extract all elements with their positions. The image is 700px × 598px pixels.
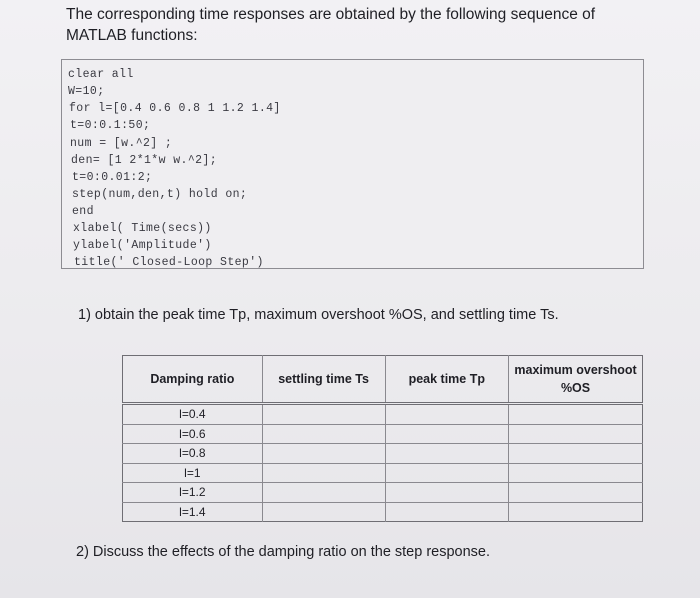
code-line: den= [1 2*1*w w.^2]; xyxy=(71,154,218,167)
peak-time-cell[interactable] xyxy=(385,444,509,464)
table-row xyxy=(123,404,643,425)
header-settling-time: settling time Ts xyxy=(262,356,385,404)
table-row xyxy=(123,463,643,483)
damping-value: l=1.2 xyxy=(123,483,263,503)
intro-text: The corresponding time responses are obtained by the following sequence of MATLAB functions: xyxy=(66,6,596,44)
overshoot-cell[interactable] xyxy=(509,424,643,444)
damping-value: l=0.4 xyxy=(123,404,263,425)
code-line: t=0:0.01:2; xyxy=(72,171,153,184)
code-line: t=0:0.1:50; xyxy=(70,119,151,132)
overshoot-cell[interactable] xyxy=(509,502,643,522)
damping-value: l=0.8 xyxy=(123,444,263,464)
code-line: clear all xyxy=(68,68,134,81)
table-row xyxy=(123,424,643,444)
settling-time-cell[interactable] xyxy=(262,444,385,464)
header-peak-time: peak time Tp xyxy=(385,356,509,404)
overshoot-cell[interactable] xyxy=(509,483,643,503)
overshoot-cell[interactable] xyxy=(509,444,643,464)
peak-time-cell[interactable] xyxy=(385,404,509,425)
header-damping-ratio: Damping ratio xyxy=(123,356,263,404)
settling-time-cell[interactable] xyxy=(262,502,385,522)
table-row xyxy=(123,483,643,503)
peak-time-cell[interactable] xyxy=(385,502,509,522)
table-row xyxy=(123,502,643,522)
peak-time-cell[interactable] xyxy=(385,424,509,444)
results-table xyxy=(122,355,643,522)
code-line: num = [w.^2] ; xyxy=(70,137,173,150)
header-max-overshoot: maximum overshoot %OS xyxy=(509,356,643,404)
damping-value: l=1.4 xyxy=(123,502,263,522)
table-row xyxy=(123,444,643,464)
code-line: ylabel('Amplitude') xyxy=(73,239,212,252)
table-header-row xyxy=(123,356,643,404)
damping-value: l=0.6 xyxy=(123,424,263,444)
code-line: title(' Closed-Loop Step') xyxy=(74,256,264,269)
code-line: xlabel( Time(secs)) xyxy=(73,222,212,235)
peak-time-cell[interactable] xyxy=(385,483,509,503)
code-line: W=10; xyxy=(68,85,105,98)
code-line: for l=[0.4 0.6 0.8 1 1.2 1.4] xyxy=(69,102,281,115)
code-line: end xyxy=(72,205,94,218)
question-1: 1) obtain the peak time Tp, maximum overshoot %OS, and settling time Ts. xyxy=(78,307,559,323)
overshoot-cell[interactable] xyxy=(509,404,643,425)
matlab-code-box xyxy=(61,59,644,269)
peak-time-cell[interactable] xyxy=(385,463,509,483)
damping-value: l=1 xyxy=(123,463,263,483)
settling-time-cell[interactable] xyxy=(262,463,385,483)
question-2: 2) Discuss the effects of the damping ratio on the step response. xyxy=(76,544,491,560)
code-line: step(num,den,t) hold on; xyxy=(72,188,248,201)
settling-time-cell[interactable] xyxy=(262,404,385,425)
settling-time-cell[interactable] xyxy=(262,483,385,503)
settling-time-cell[interactable] xyxy=(262,424,385,444)
overshoot-cell[interactable] xyxy=(509,463,643,483)
